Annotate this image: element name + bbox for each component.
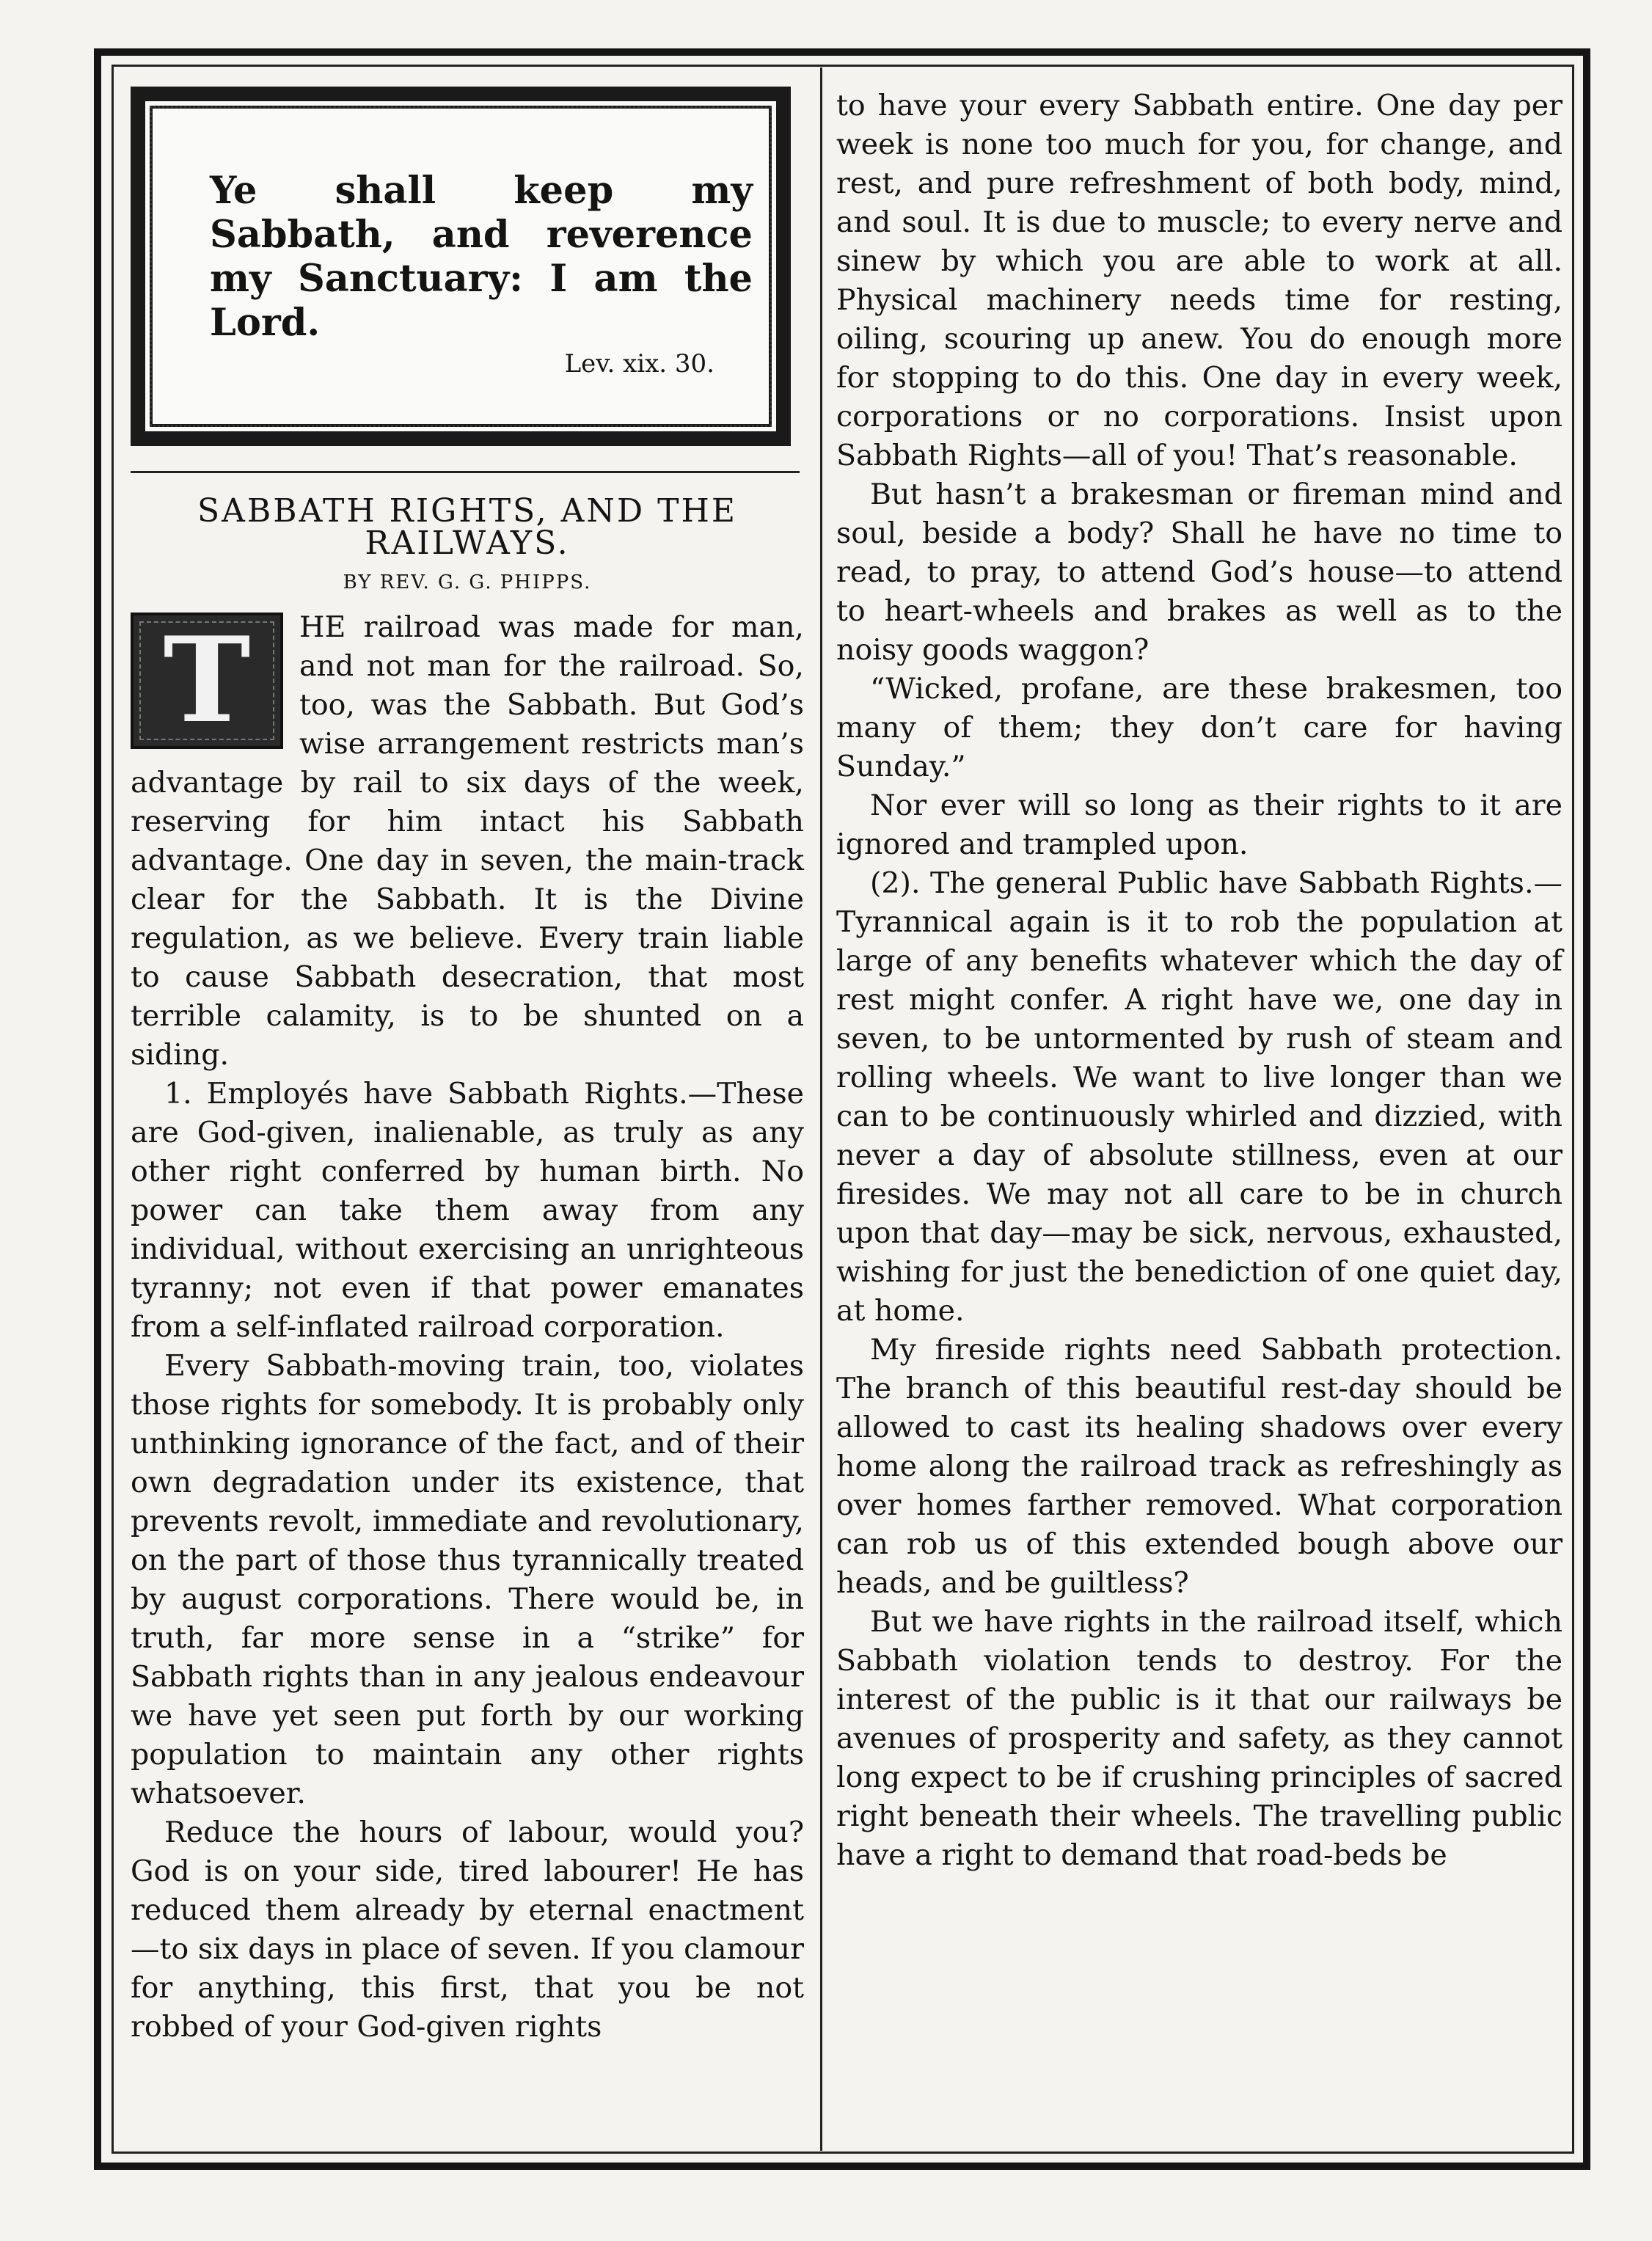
dropcap-ornament bbox=[131, 613, 283, 749]
paragraph: But we have rights in the railroad itself, which Sabbath violation tends to destroy. For the interest of the public is it that our railways be avenues of prosperity and safety, as they cannot long expect to be if crushing principles of sacred right beneath their wheels. The travelling public have a right to demand that road-beds be bbox=[836, 1605, 1563, 1872]
motto-reference: Lev. xix. 30. bbox=[564, 349, 714, 379]
paragraph: Reduce the hours of labour, would you? God is on your side, tired labourer! He has reduced them already by eternal enactment—to six days in place of seven. If you clamour for anything, this first, that you be not robbed of your God-given rights bbox=[131, 1816, 804, 2044]
paragraph: Every Sabbath-moving train, too, violates those rights for somebody. It is probably only unthinking ignorance of the fact, and of their own degradation under its existence, that prevents revolt, immediate and revolutionary, on the part of those thus tyrannically treated by august corporations. There would be, in truth, far more sense in a “strike” for Sabbath rights than in any jealous endeavour we have yet seen put forth by our working population to maintain any other rights whatsoever. bbox=[131, 1349, 804, 1810]
paragraph: 1. Employés have Sabbath Rights.—These are God-given, inalienable, as truly as any other right conferred by human birth. No power can take them away from any individual, without exercising an unrighteous tyranny; not even if that power emanates from a self-inflated railroad corporation. bbox=[131, 1077, 804, 1344]
article-title: SABBATH RIGHTS, AND THE RAILWAYS. bbox=[197, 492, 737, 562]
paragraph: to have your every Sabbath entire. One day per week is none too much for you, for change, and rest, and pure refreshment of both body, mind, and soul. It is due to muscle; to every nerve and sinew by which you are able to work at all. Physical machinery needs time for resting, oiling, scouring up anew. You do enough more for stopping to do this. One day in every week, corporations or no corporations. Insist upon Sabbath Rights—all of you! That’s reasonable. bbox=[836, 89, 1563, 472]
left-column bbox=[131, 87, 804, 2141]
paragraph: My fireside rights need Sabbath protection. The branch of this beautiful rest-day should be allowed to cast its healing shadows over every home along the railroad track as refreshingly as over homes farther removed. What corporation can rob us of this extended bough above our heads, and be guiltless? bbox=[836, 1333, 1563, 1600]
column-divider bbox=[820, 67, 822, 2151]
motto-ornamental-frame bbox=[131, 87, 791, 446]
paragraph: HE railroad was made for man, and not man for the railroad. So, too, was the Sabbath. But God’s wise arrangement restricts man’s advantage by rail to six days of the week, reserving for him intact his Sabbath advantage. One day in seven, the main-track clear for the Sabbath. It is the Divine regulation, as we believe. Every train liable to cause Sabbath desecration, that most terrible calamity, is to be shunted on a siding. bbox=[131, 610, 804, 1072]
motto-text: Ye shall keep my Sabbath, and reverence my Sanctuary: I am the Lord. bbox=[210, 169, 753, 345]
dropcap-letter: T bbox=[163, 611, 251, 749]
paragraph: But hasn’t a brakesman or fireman mind and soul, beside a body? Shall he have no time to read, to pray, to attend God’s house—to attend to heart-wheels and brakes as well as to the noisy goods waggon? bbox=[836, 478, 1563, 667]
paragraph: (2). The general Public have Sabbath Rights.—Tyrannical again is it to rob the population at large of any benefits whatever which the day of rest might confer. A right have we, one day in seven, to be untormented by rush of steam and rolling wheels. We want to live longer than we can to be continuously whirled and dizzied, with never a day of absolute stillness, even at our firesides. We may not all care to be in church upon that day—may be sick, nervous, exhausted, wishing for just the benediction of one quiet day, at home. bbox=[836, 866, 1563, 1328]
article-byline: BY REV. G. G. PHIPPS. bbox=[343, 571, 592, 593]
paragraph: Nor ever will so long as their rights to it are ignored and trampled upon. bbox=[836, 789, 1563, 861]
section-rule bbox=[131, 471, 800, 473]
right-column bbox=[836, 87, 1563, 2141]
paragraph: “Wicked, profane, are these brakesmen, too many of them; they don’t care for having Sunday.” bbox=[836, 672, 1563, 783]
